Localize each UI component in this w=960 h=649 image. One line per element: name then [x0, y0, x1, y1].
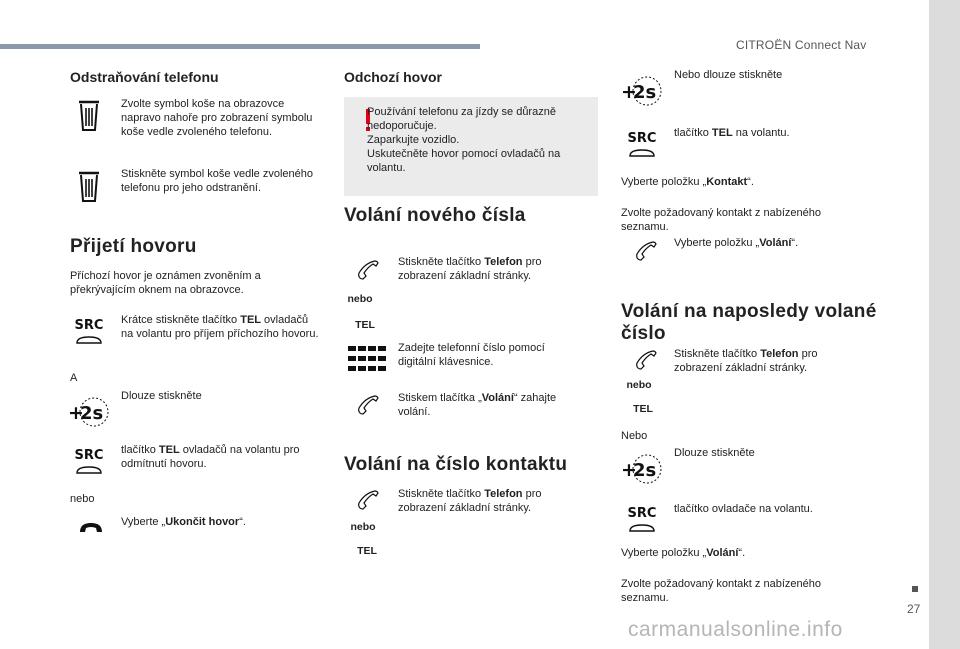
answer-step-1: Krátce stiskněte tlačítko TEL ovladačů na volantu pro příjem příchozího hovoru.	[121, 314, 319, 340]
nebo-label: nebo	[350, 521, 376, 533]
svg-text:2s: 2s	[633, 460, 657, 481]
tel-label: TEL	[633, 403, 653, 415]
hang-up-icon	[78, 520, 104, 534]
answer-intro: Příchozí hovor je oznámen zvoněním a překrývajícím oknem na obrazovce.	[70, 270, 261, 296]
outgoing-call-title: Odchozí hovor	[344, 69, 442, 85]
nebo-label: nebo	[347, 293, 373, 305]
phone-icon	[356, 488, 380, 512]
page-edge-strip	[929, 0, 960, 649]
src-button-icon: SRC	[627, 131, 657, 167]
page-marker	[912, 586, 918, 592]
warning-box	[344, 97, 598, 196]
label-nebo-cap: Nebo	[621, 430, 648, 442]
svg-text:+: +	[621, 81, 637, 103]
label-a: A	[70, 372, 78, 384]
long-press-text: Dlouze stiskněte	[121, 390, 202, 402]
remove-step-1: Zvolte symbol koše na obrazovce napravo nahoře pro zobrazení symbolu koše vedle zvoleného telefonu.	[121, 98, 313, 138]
svg-text:2s: 2s	[80, 403, 104, 424]
recent-step-1: Stiskněte tlačítko Telefon pro zobrazení základní stránky.	[674, 348, 818, 374]
select-call: Vyberte položku „Volání“.	[674, 237, 799, 249]
remove-step-2: Stiskněte symbol koše vedle zvoleného telefonu pro jeho odstranění.	[121, 168, 313, 194]
choose-contact: Zvolte požadovaný kontakt z nabízeného seznamu.	[621, 207, 821, 233]
new-number-title: Volání nového čísla	[344, 205, 526, 226]
nebo-label: nebo	[626, 379, 652, 391]
long-press-text: Nebo dlouze stiskněte	[674, 69, 783, 81]
hangup-step: Vyberte „Ukončit hovor“.	[121, 516, 246, 528]
phone-icon	[356, 393, 380, 417]
svg-text:+: +	[68, 402, 84, 424]
src-button-icon: SRC	[74, 448, 104, 484]
trash-icon	[78, 171, 100, 203]
long-press-2s-icon	[66, 396, 110, 428]
select-contact: Vyberte položku „Kontakt“.	[621, 176, 754, 188]
new-step-1: Stiskněte tlačítko Telefon pro zobrazení základní stránky.	[398, 256, 542, 282]
steering-text: tlačítko ovladače na volantu.	[674, 503, 813, 515]
new-step-2: Zadejte telefonní číslo pomocí digitální klávesnice.	[398, 342, 545, 368]
brand-header: CITROËN Connect Nav	[736, 38, 867, 52]
answer-call-title: Přijetí hovoru	[70, 236, 197, 257]
header-rule	[0, 44, 480, 49]
trash-icon	[78, 100, 100, 132]
remove-phone-title: Odstraňování telefonu	[70, 69, 219, 85]
tel-label: TEL	[355, 319, 375, 331]
phone-icon	[634, 239, 658, 263]
phone-icon	[634, 348, 658, 372]
page-number: 27	[907, 602, 921, 616]
select-call-2: Vyberte položku „Volání“.	[621, 547, 746, 559]
long-press-2s-icon	[619, 453, 663, 485]
warning-text: Používání telefonu za jízdy se důrazně nedoporučuje. Zaparkujte vozidlo. Uskutečněte hovor pomocí ovladačů na volantu.	[367, 106, 561, 174]
watermark: carmanualsonline.info	[628, 618, 843, 641]
tel-label: TEL	[357, 545, 377, 557]
new-step-3: Stiskem tlačítka „Volání“ zahajte volání.	[398, 392, 557, 418]
phone-icon	[356, 258, 380, 282]
reject-step: tlačítko TEL ovladačů na volantu pro odmítnutí hovoru.	[121, 444, 300, 470]
long-press-2s-icon	[619, 75, 663, 107]
svg-text:2s: 2s	[633, 82, 657, 103]
svg-text:+: +	[621, 459, 637, 481]
recent-call-title: Volání na naposledy volané číslo	[621, 301, 877, 344]
long-press-text-2: Dlouze stiskněte	[674, 447, 755, 459]
tel-on-wheel: tlačítko TEL na volantu.	[674, 127, 790, 139]
src-button-icon: SRC	[627, 506, 657, 542]
contact-call-title: Volání na číslo kontaktu	[344, 454, 568, 475]
choose-contact-2: Zvolte požadovaný kontakt z nabízeného seznamu.	[621, 578, 821, 604]
label-nebo: nebo	[70, 493, 95, 505]
src-button-icon: SRC	[74, 318, 104, 354]
contact-step-1: Stiskněte tlačítko Telefon pro zobrazení základní stránky.	[398, 488, 542, 514]
keypad-icon	[348, 346, 386, 372]
